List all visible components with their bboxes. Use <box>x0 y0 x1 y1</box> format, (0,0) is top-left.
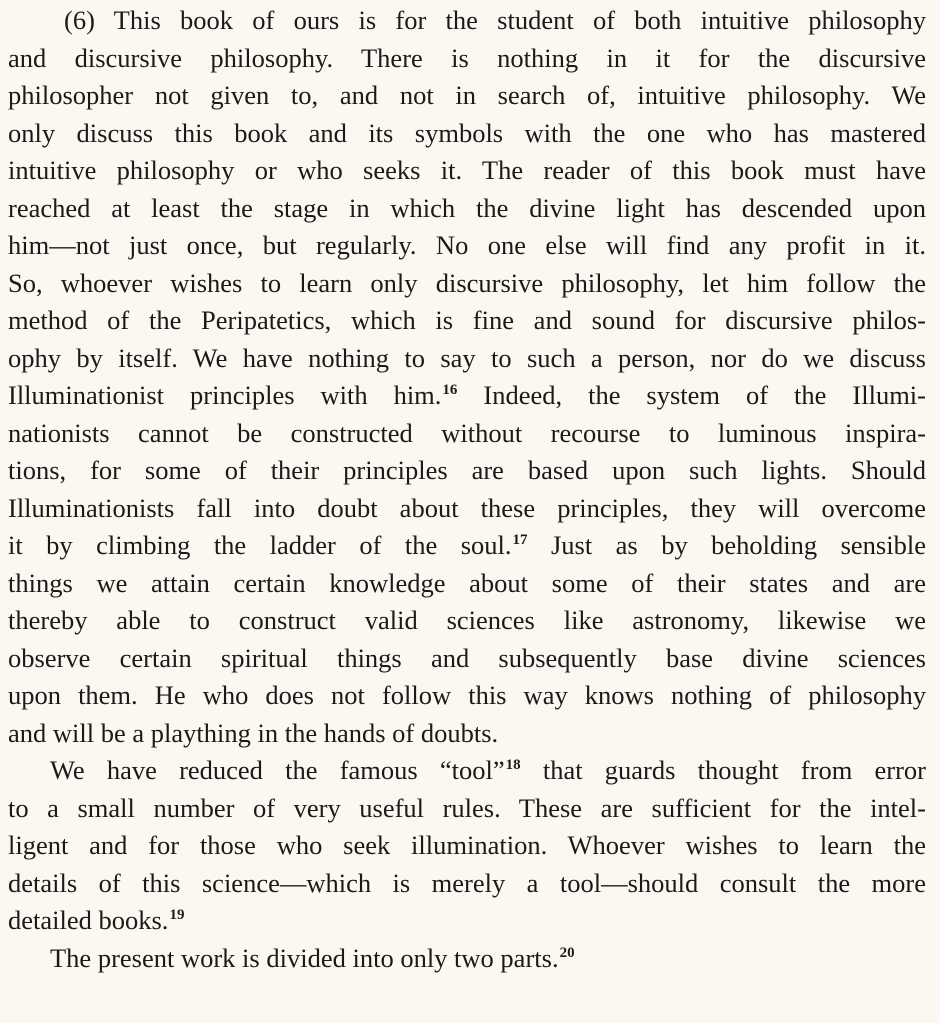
line-text: things we attain certain knowledge about some of their states and are <box>8 567 926 598</box>
line-text: We have reduced the famous “tool” <box>50 755 505 785</box>
line-text: nationists cannot be constructed without recourse to luminous inspira- <box>8 417 926 448</box>
line-text: only discuss this book and its symbols with the one who has mastered <box>8 117 926 148</box>
text-line <box>8 865 926 903</box>
text-line <box>8 377 926 415</box>
text-line <box>8 715 926 753</box>
line-text: detailed books. <box>8 905 169 935</box>
line-text-continued: Just as by beholding sensible <box>527 530 926 560</box>
text-line <box>8 902 926 940</box>
footnote-marker[interactable]: 19 <box>169 907 185 924</box>
text-line <box>8 340 926 378</box>
line-text: Illuminationists fall into doubt about these principles, they will overcome <box>8 492 926 523</box>
text-line <box>8 527 926 565</box>
line-text: details of this science—which is merely a tool—should consult the more <box>8 867 926 898</box>
line-text: (6) This book of ours is for the student of both intuitive philosophy <box>64 5 926 35</box>
text-line <box>8 602 926 640</box>
paragraph-p-tool <box>8 752 926 940</box>
text-line <box>8 415 926 453</box>
line-text-continued: that guards thought from error <box>520 755 926 785</box>
line-text: it by climbing the ladder of the soul. <box>8 530 512 560</box>
text-line <box>8 152 926 190</box>
text-line <box>8 790 926 828</box>
line-text: intuitive philosophy or who seeks it. The reader of this book must have <box>8 155 926 185</box>
text-line <box>8 77 926 115</box>
line-text: him—not just once, but regularly. No one else will find any profit in it. <box>8 230 926 260</box>
text-line <box>8 490 926 528</box>
line-text: philosopher not given to, and not in search of, intuitive philosophy. We <box>8 80 926 110</box>
line-text: thereby able to construct valid sciences like astronomy, likewise we <box>8 605 926 635</box>
text-line <box>8 640 926 678</box>
text-line <box>8 452 926 490</box>
line-text: ligent and for those who seek illumination. Whoever wishes to learn the <box>8 830 926 860</box>
line-text: So, whoever wishes to learn only discursive philosophy, let him follow the <box>8 267 926 298</box>
text-line <box>8 227 926 265</box>
text-line <box>8 2 926 40</box>
text-line <box>8 40 926 78</box>
line-text: method of the Peripatetics, which is fine and sound for discursive philos- <box>8 305 926 335</box>
text-line <box>8 265 926 303</box>
paragraph-p6 <box>8 2 926 752</box>
line-text-continued: Indeed, the system of the Illumi- <box>457 380 926 410</box>
line-text: tions, for some of their principles are based upon such lights. Should <box>8 455 926 485</box>
footnote-marker[interactable]: 16 <box>442 382 458 399</box>
line-text: and discursive philosophy. There is nothing in it for the discursive <box>8 42 926 73</box>
line-text: The present work is divided into only two parts. <box>50 942 559 973</box>
text-line <box>8 752 926 790</box>
line-text: Illuminationist principles with him. <box>8 380 442 410</box>
footnote-marker[interactable]: 20 <box>559 944 575 961</box>
line-text: ophy by itself. We have nothing to say to such a person, nor do we discuss <box>8 342 926 373</box>
text-line <box>8 677 926 715</box>
line-text: reached at least the stage in which the divine light has descended upon <box>8 192 926 223</box>
line-text: upon them. He who does not follow this way knows nothing of philosophy <box>8 680 926 710</box>
text-line <box>8 302 926 340</box>
text-line <box>8 115 926 153</box>
paragraph-p-parts <box>8 940 926 978</box>
line-text: to a small number of very useful rules. These are sufficient for the intel- <box>8 792 926 823</box>
text-line <box>8 940 926 978</box>
footnote-marker[interactable]: 17 <box>512 532 528 549</box>
line-text: observe certain spiritual things and subsequently base divine sciences <box>8 642 926 673</box>
text-line <box>8 827 926 865</box>
text-line <box>8 190 926 228</box>
text-line <box>8 565 926 603</box>
line-text: and will be a plaything in the hands of doubts. <box>8 717 499 748</box>
footnote-marker[interactable]: 18 <box>505 757 521 774</box>
